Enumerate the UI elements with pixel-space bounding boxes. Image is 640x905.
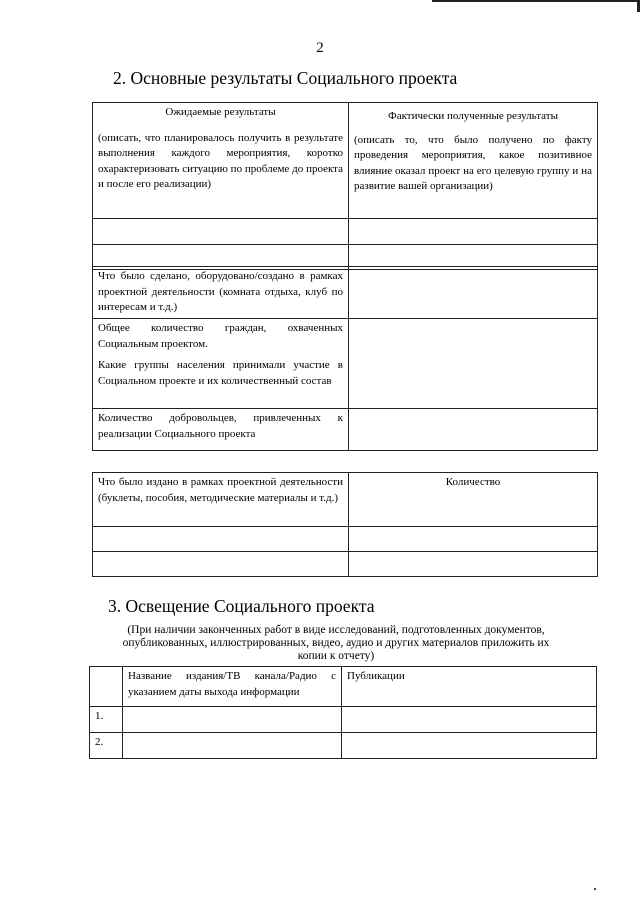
table-cell[interactable] <box>93 527 349 552</box>
actual-results-header: Фактически полученные результаты <box>388 110 558 122</box>
table-row <box>93 473 598 527</box>
row-number: 1. <box>90 707 123 733</box>
table-row <box>93 409 598 451</box>
table-row <box>93 319 598 409</box>
table-cell[interactable] <box>342 733 597 759</box>
section-3-title: 3. Освещение Социального проекта <box>108 596 375 616</box>
expected-results-header: Ожидаемые результаты <box>165 106 276 118</box>
participants-row-label <box>93 319 349 409</box>
table-row <box>93 552 598 577</box>
coverage-table <box>89 666 597 759</box>
expected-results-cell <box>93 103 349 219</box>
table-row <box>90 733 597 759</box>
quantity-header: Количество <box>349 473 598 527</box>
table-cell[interactable] <box>349 219 598 245</box>
volunteers-row-label: Количество добровольцев, привлеченных к реализации Социального проекта <box>93 409 349 451</box>
actual-results-note: (описать то, что было получено по факту проведения мероприятия, какое позитивное влияние оказал проект на его целевую группу и на развитие вашей организации) <box>354 133 592 193</box>
publications-header: Публикации <box>342 667 597 707</box>
table-row <box>90 707 597 733</box>
table-row <box>93 527 598 552</box>
table-cell[interactable] <box>123 733 342 759</box>
table-cell <box>90 667 123 707</box>
participants-groups-label: Какие группы населения принимали участие в Социальном проекте и их количественный состав <box>98 359 343 387</box>
results-table <box>92 102 598 270</box>
table-cell[interactable] <box>349 319 598 409</box>
table-cell[interactable] <box>342 707 597 733</box>
table-cell[interactable] <box>349 409 598 451</box>
section-2-title: 2. Основные результаты Социального проекта <box>113 68 458 88</box>
table-cell[interactable] <box>93 219 349 245</box>
media-name-header: Название издания/ТВ канала/Радио с указанием даты выхода информации <box>123 667 342 707</box>
actual-results-cell <box>349 103 598 219</box>
table-cell[interactable] <box>349 527 598 552</box>
table-cell[interactable] <box>93 552 349 577</box>
activities-table <box>92 266 598 451</box>
table-row <box>93 219 598 245</box>
expected-results-note: (описать, что планировалось получить в результате выполнения каждого мероприятия, коротко охарактеризовать ситуацию по проблеме до проекта и после его реализации) <box>98 131 343 191</box>
scan-edge-mark <box>432 0 640 12</box>
section-3-intro: (При наличии законченных работ в виде исследований, подготовленных документов, опубликованных, иллюстрированных, видео, аудио и других материалов приложить их копии к отчету) <box>122 624 550 662</box>
scan-speck <box>594 888 596 890</box>
table-cell[interactable] <box>349 267 598 319</box>
published-materials-label: Что было издано в рамках проектной деятельности (буклеты, пособия, методические материалы и т.д.) <box>93 473 349 527</box>
publications-table <box>92 472 598 577</box>
table-row <box>90 667 597 707</box>
participants-count-label: Общее количество граждан, охваченных Социальным проектом. <box>98 322 343 350</box>
table-cell[interactable] <box>349 552 598 577</box>
table-cell[interactable] <box>123 707 342 733</box>
row-number: 2. <box>90 733 123 759</box>
table-row <box>93 267 598 319</box>
created-row-label: Что было сделано, оборудовано/создано в рамках проектной деятельности (комната отдыха, клуб по интересам и т.д.) <box>93 267 349 319</box>
page-number: 2 <box>316 40 324 56</box>
